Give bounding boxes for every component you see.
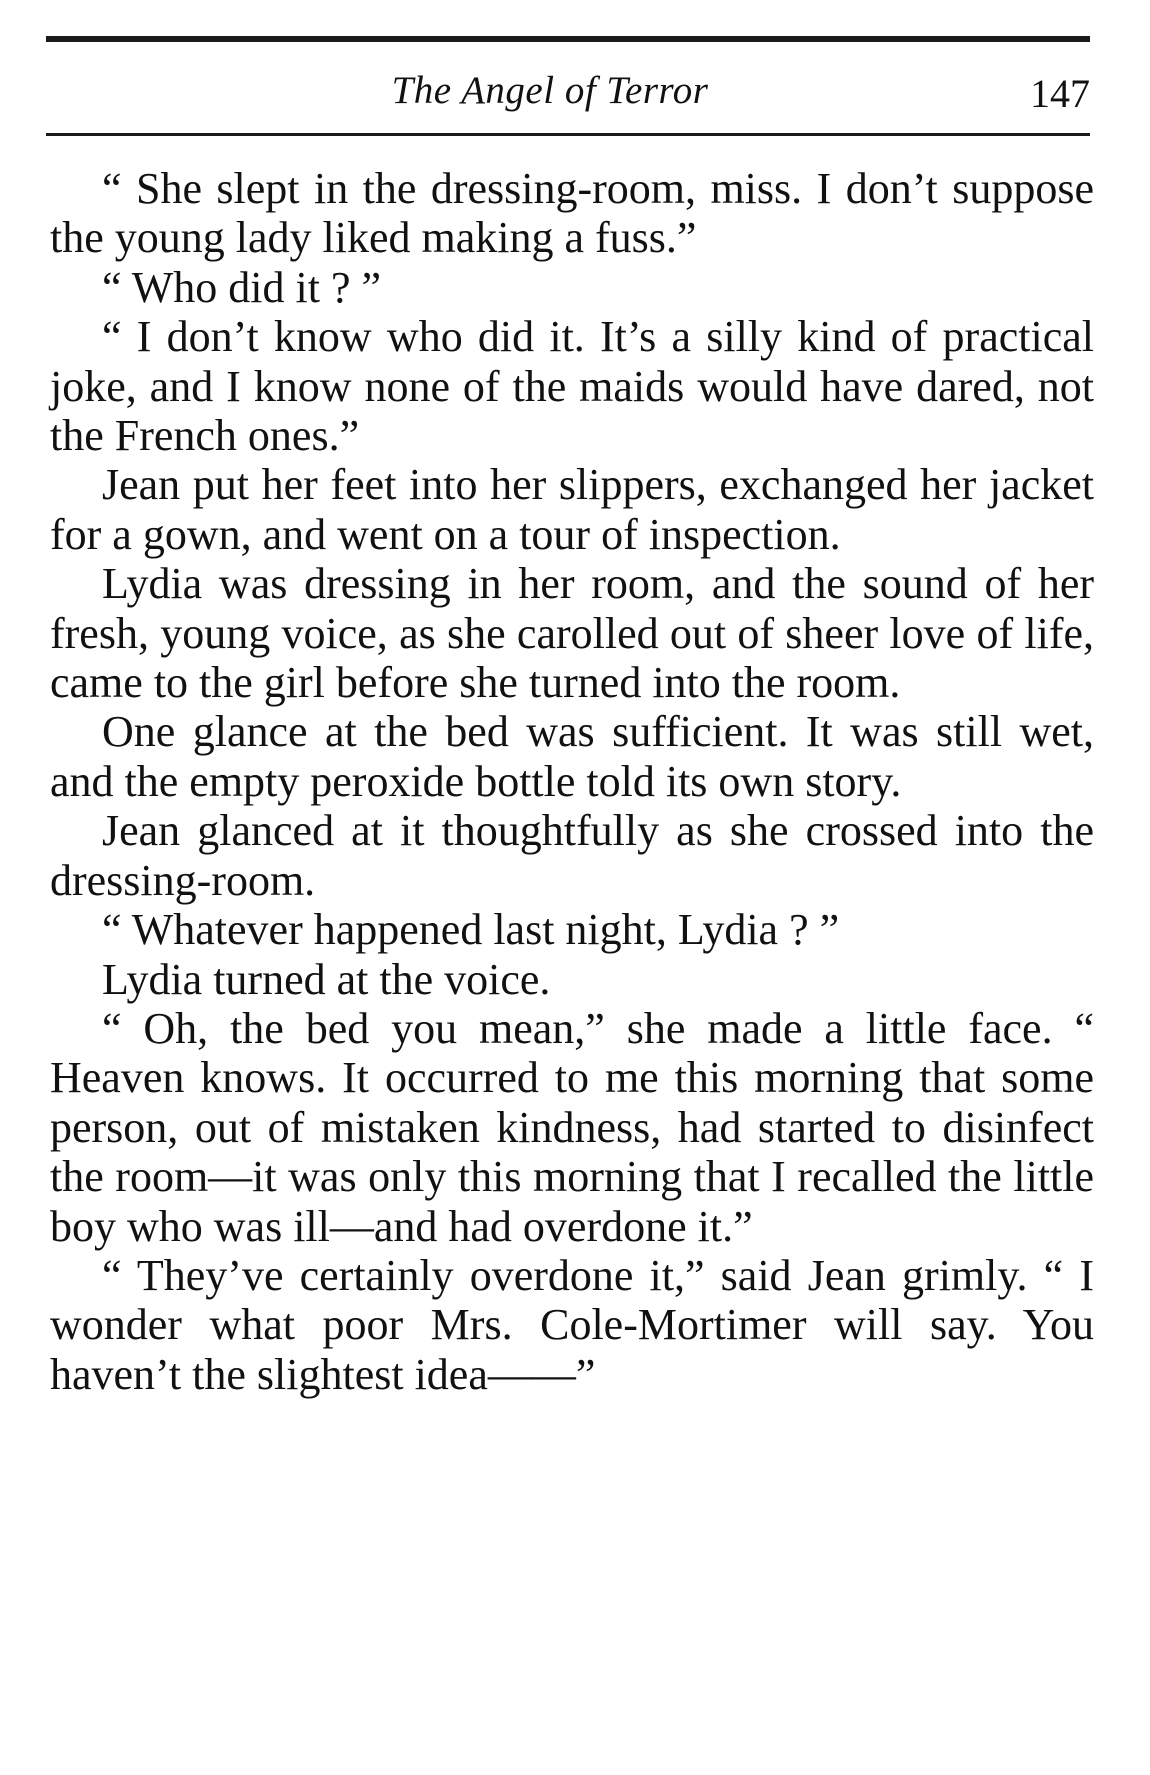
paragraph-8: “ Whatever happened last night, Lydia ? ” [102, 905, 840, 955]
paragraph-4: Jean put her feet into her slippers, exchanged her jacket for a gown, and went on a tour of inspection. [50, 460, 1094, 559]
body-text [50, 164, 1094, 1399]
paragraph-11: “ They’ve certainly overdone it,” said Jean grimly. “ I wonder what poor Mrs. Cole-Mortimer will say. You haven’t the slightest idea——” [50, 1250, 1094, 1399]
paragraph-1: “ She slept in the dressing-room, miss. I don’t suppose the young lady liked making a fuss.” [50, 164, 1094, 263]
paragraph-10: “ Oh, the bed you mean,” she made a little face. “ Heaven knows. It occurred to me this morning that some person, out of mistaken kindness, had started to disinfect the room—it was only this morning that I recalled the little boy who was ill—and had overdone it.” [50, 1003, 1094, 1251]
paragraph-7: Jean glanced at it thoughtfully as she crossed into the dressing-room. [50, 806, 1094, 905]
paragraph-9: Lydia turned at the voice. [102, 954, 551, 1004]
paragraph-2: “ Who did it ? ” [102, 262, 381, 312]
paragraph-6: One glance at the bed was sufficient. It was still wet, and the empty peroxide bottle told its own story. [50, 707, 1094, 806]
header-rule-bottom [46, 133, 1090, 136]
paragraph-5: Lydia was dressing in her room, and the sound of her fresh, young voice, as she carolled out of sheer love of life, came to the girl before she turned into the room. [50, 559, 1094, 708]
header-rule-top [46, 36, 1090, 42]
paragraph-3: “ I don’t know who did it. It’s a silly kind of practical joke, and I know none of the maids would have dared, not the French ones.” [50, 312, 1094, 461]
running-title: The Angel of Terror [391, 69, 709, 112]
page-number: 147 [1030, 71, 1090, 116]
